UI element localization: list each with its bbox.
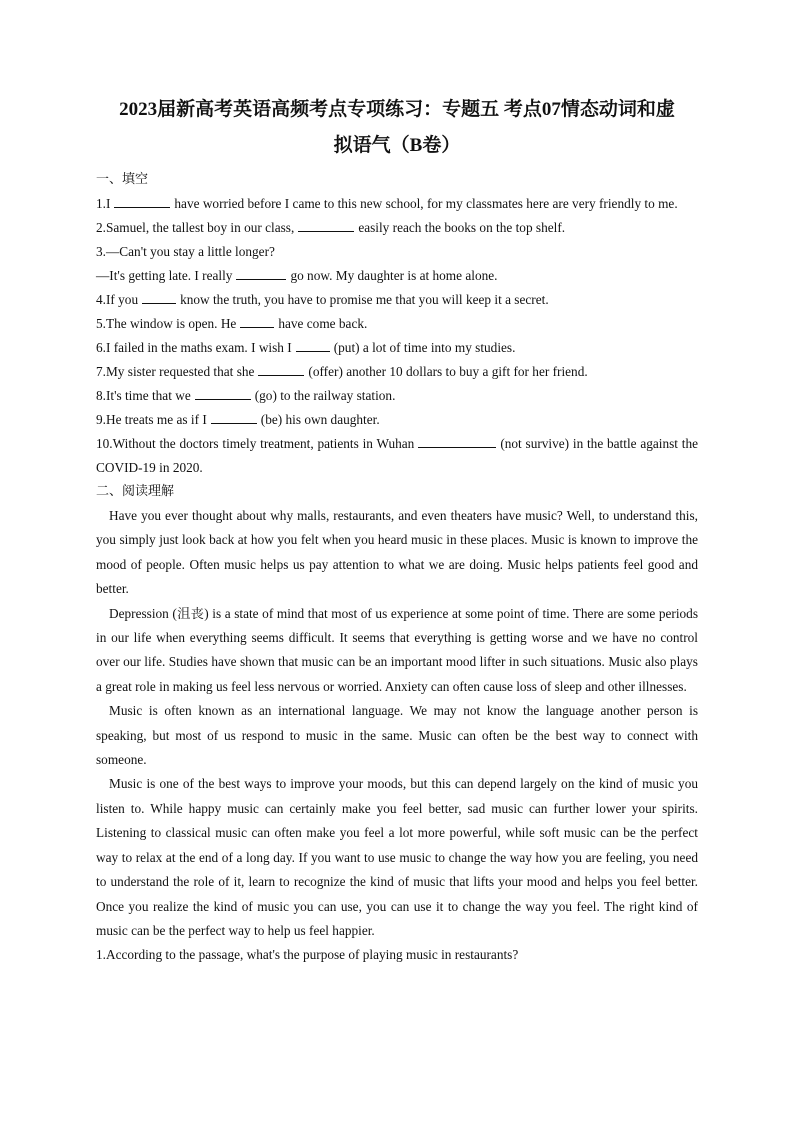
question-2: 2.Samuel, the tallest boy in our class, easily reach the books on the top shelf. xyxy=(96,216,698,240)
answer-blank[interactable] xyxy=(236,265,286,280)
question-3: —It's getting late. I really go now. My daughter is at home alone. xyxy=(96,264,698,288)
answer-blank[interactable] xyxy=(418,433,496,448)
question-5: 5.The window is open. He have come back. xyxy=(96,312,698,336)
answer-blank[interactable] xyxy=(195,385,251,400)
question-7: 7.My sister requested that she (offer) another 10 dollars to buy a gift for her friend. xyxy=(96,360,698,384)
answer-blank[interactable] xyxy=(114,193,170,208)
question-6: 6.I failed in the maths exam. I wish I (put) a lot of time into my studies. xyxy=(96,336,698,360)
passage-paragraph-3: Music is often known as an international language. We may not know the language another person is speaking, but most of us respond to music in the same. Music can often be the best way to connect with someone. xyxy=(96,703,698,768)
question-10: 10.Without the doctors timely treatment, patients in Wuhan (not survive) in the battle against the COVID-19 in 2020. xyxy=(96,432,698,480)
question-8: 8.It's time that we (go) to the railway station. xyxy=(96,384,698,408)
reading-question-1: 1.According to the passage, what's the purpose of playing music in restaurants? xyxy=(96,947,519,963)
answer-blank[interactable] xyxy=(240,313,274,328)
section-heading-reading: 二、阅读理解 xyxy=(96,484,175,499)
question-9: 9.He treats me as if I (be) his own daughter. xyxy=(96,408,698,432)
answer-blank[interactable] xyxy=(296,337,330,352)
passage-paragraph-2: Depression (沮丧) is a state of mind that most of us experience at some point of time. There are some periods in our life when everything seems difficult. It seems that everything is getting worse and we have no control over our life. Studies have shown that music can be an important mood lifter in such situations. Music also plays a great role in making us feel less nervous or worried. Anxiety can often cause loss of sleep and other illnesses. xyxy=(96,605,698,694)
passage-paragraph-4: Music is one of the best ways to improve your moods, but this can depend largely on the kind of music you listen to. While happy music can certainly make you feel better, sad music can further lower your spirits. Listening to classical music can often make you feel a lot more powerful, while soft music can be the perfect way to relax at the end of a long day. If you want to use music to change the way how you are feeling, you need to understand the role of it, learn to recognize the kind of music that lifts your mood and helps you feel better. Once you realize the kind of music you can use, you can use it to change the way you feel. The right kind of music can be the perfect way to help us feel happier. xyxy=(96,776,698,938)
title-line-2: 拟语气（B卷） xyxy=(333,135,461,156)
answer-blank[interactable] xyxy=(142,289,176,304)
page-title xyxy=(96,92,698,164)
answer-blank[interactable] xyxy=(258,361,304,376)
title-line-1: 2023届新高考英语高频考点专项练习：专题五 考点07情态动词和虚 xyxy=(119,99,675,120)
section-heading-fill: 一、填空 xyxy=(96,172,149,187)
question-1: 1.I have worried before I came to this new school, for my classmates here are very friendly to me. xyxy=(96,192,698,216)
question-4: 4.If you know the truth, you have to promise me that you will keep it a secret. xyxy=(96,288,698,312)
answer-blank[interactable] xyxy=(298,217,354,232)
passage-paragraph-1: Have you ever thought about why malls, restaurants, and even theaters have music? Well, to understand this, you simply just look back at how you felt when you heard music in these places. Music is known to improve the mood of people. Often music helps us pay attention to what we are doing. Music helps patients feel good and better. xyxy=(96,508,698,597)
answer-blank[interactable] xyxy=(211,409,257,424)
question-3-prompt: 3.—Can't you stay a little longer? xyxy=(96,244,275,259)
